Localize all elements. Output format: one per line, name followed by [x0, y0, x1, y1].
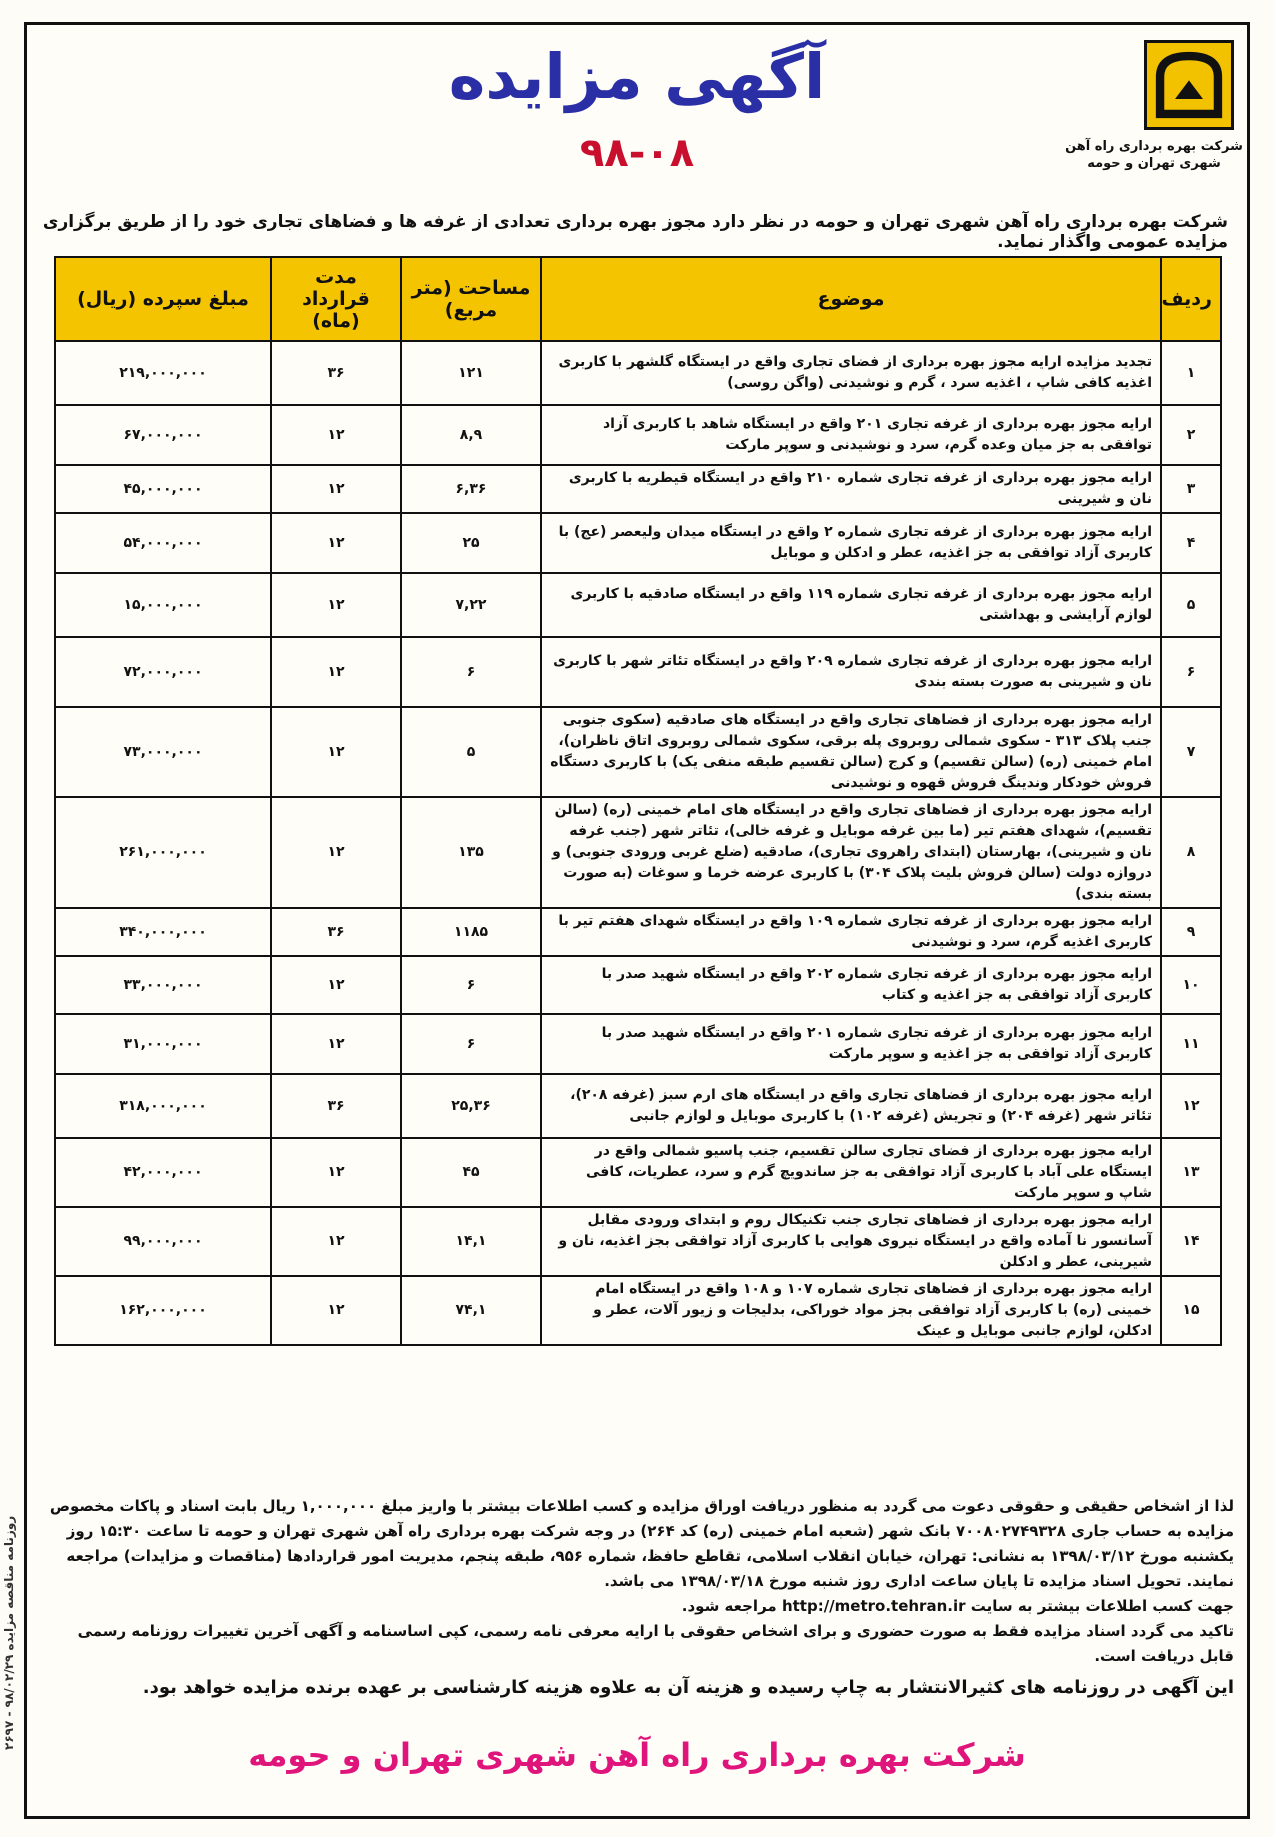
- row-duration: ۱۲: [271, 513, 401, 573]
- row-amount: ۳۱,۰۰۰,۰۰۰: [55, 1014, 271, 1074]
- row-area: ۸,۹: [401, 405, 541, 465]
- row-duration: ۱۲: [271, 637, 401, 707]
- table-row: [55, 956, 1221, 1014]
- table-row: [55, 1207, 1221, 1276]
- row-amount: ۷۲,۰۰۰,۰۰۰: [55, 637, 271, 707]
- newspaper-side-note: روزنامه مناقصه مزایده ۹۸/۰۲/۲۹ - ۲۶۹۷: [2, 1515, 16, 1750]
- row-subject: ارایه مجوز بهره برداری از غرفه تجاری شماره ۲۱۰ واقع در ایستگاه قیطریه با کاربری نان و شیرینی: [541, 465, 1161, 513]
- company-name-small: شرکت بهره برداری راه آهن شهری تهران و حومه: [1065, 139, 1243, 171]
- row-duration: ۱۲: [271, 1276, 401, 1345]
- row-area: ۶,۳۶: [401, 465, 541, 513]
- row-area: ۲۵: [401, 513, 541, 573]
- row-index: ۴: [1161, 513, 1221, 573]
- table-row: [55, 1074, 1221, 1138]
- row-subject: ارایه مجوز بهره برداری از غرفه تجاری شماره ۲۰۲ واقع در ایستگاه شهید صدر با کاربری آزاد توافقی به جز اغذیه و کتاب: [541, 956, 1161, 1014]
- row-subject: ارایه مجوز بهره برداری از غرفه تجاری شماره ۲ واقع در ایستگاه میدان ولیعصر (عج) با کاربری آزاد توافقی به جز اغذیه، عطر و ادکلن و موبایل: [541, 513, 1161, 573]
- row-subject: ارایه مجوز بهره برداری از فضای تجاری سالن تقسیم، جنب پاسیو شمالی واقع در ایستگاه علی آباد با کاربری آزاد توافقی به جز ساندویچ گرم و سرد، عطریات، کافی شاپ و سوپر مارکت: [541, 1138, 1161, 1207]
- row-amount: ۹۹,۰۰۰,۰۰۰: [55, 1207, 271, 1276]
- auction-table: [54, 256, 1222, 1346]
- table-row: [55, 1014, 1221, 1074]
- row-subject: ارایه مجوز بهره برداری از فضاهای تجاری شماره ۱۰۷ و ۱۰۸ واقع در ایستگاه امام خمینی (ره) با کاربری آزاد توافقی بجز مواد خوراکی، بدلیجات و زیور آلات، عطر و ادکلن، لوازم جانبی موبایل و عینک: [541, 1276, 1161, 1345]
- row-amount: ۱۵,۰۰۰,۰۰۰: [55, 573, 271, 637]
- table-row: [55, 908, 1221, 956]
- row-amount: ۴۲,۰۰۰,۰۰۰: [55, 1138, 271, 1207]
- header-subject: موضوع: [541, 257, 1161, 341]
- footer-paragraph-1: لذا از اشخاص حقیقی و حقوقی دعوت می گردد به منظور دریافت اوراق مزایده و کسب اطلاعات بیشتر با واریز مبلغ ۱,۰۰۰,۰۰۰ ریال بابت اسناد و پاکات مخصوص مزایده به حساب جاری ۷۰۰۸۰۲۷۴۹۳۲۸ بانک شهر (شعبه امام خمینی (ره) کد ۲۶۴) در وجه شرکت بهره برداری راه آهن شهری تهران و حومه تا ساعت ۱۵:۳۰ روز یکشنبه مورخ ۱۳۹۸/۰۳/۱۲ به نشانی: تهران، خیابان انقلاب اسلامی، تقاطع حافظ، شماره ۹۵۶، طبقه پنجم، مدیریت امور قراردادها (مناقصات و مزایدات) مراجعه نمایند. تحویل اسناد مزایده تا پایان ساعت اداری روز شنبه مورخ ۱۳۹۸/۰۳/۱۸ می باشد.: [49, 1497, 1234, 1590]
- row-amount: ۳۱۸,۰۰۰,۰۰۰: [55, 1074, 271, 1138]
- table-row: [55, 465, 1221, 513]
- table-row: [55, 1276, 1221, 1345]
- row-subject: ارایه مجوز بهره برداری از فضاهای تجاری جنب تکنیکال روم و ابتدای ورودی مقابل آسانسور نا آماده واقع در ایستگاه نیروی هوایی با کاربری آزاد توافقی بجز اغذیه، نان و شیرینی، عطر و ادکلن: [541, 1207, 1161, 1276]
- row-duration: ۳۶: [271, 341, 401, 405]
- row-index: ۷: [1161, 707, 1221, 797]
- row-amount: ۶۷,۰۰۰,۰۰۰: [55, 405, 271, 465]
- row-duration: ۱۲: [271, 956, 401, 1014]
- row-amount: ۳۳,۰۰۰,۰۰۰: [55, 956, 271, 1014]
- intro-text: شرکت بهره برداری راه آهن شهری تهران و حومه در نظر دارد مجوز بهره برداری تعدادی از غرفه ها و فضاهای تجاری خود را از طریق برگزاری مزایده عمومی واگذار نماید.: [42, 212, 1228, 252]
- table-row: [55, 513, 1221, 573]
- row-area: ۷,۲۲: [401, 573, 541, 637]
- row-subject: ارایه مجوز بهره برداری از غرفه تجاری شماره ۲۰۹ واقع در ایستگاه تئاتر شهر با کاربری نان و شیرینی به صورت بسته بندی: [541, 637, 1161, 707]
- row-duration: ۱۲: [271, 573, 401, 637]
- footer-paragraph-3: تاکید می گردد اسناد مزایده فقط به صورت حضوری و برای اشخاص حقوقی با ارایه معرفی نامه رسمی، کپی اساسنامه و آگهی آخرین تغییرات روزنامه رسمی قابل دریافت است.: [77, 1622, 1234, 1665]
- website-prefix: جهت کسب اطلاعات بیشتر به سایت: [970, 1597, 1234, 1615]
- row-index: ۱: [1161, 341, 1221, 405]
- table-row: [55, 405, 1221, 465]
- row-area: ۲۵,۳۶: [401, 1074, 541, 1138]
- row-duration: ۱۲: [271, 405, 401, 465]
- row-amount: ۱۶۲,۰۰۰,۰۰۰: [55, 1276, 271, 1345]
- row-amount: ۷۳,۰۰۰,۰۰۰: [55, 707, 271, 797]
- row-subject: تجدید مزایده ارایه مجوز بهره برداری از فضای تجاری واقع در ایستگاه گلشهر با کاربری اغذیه کافی شاپ ، اغذیه سرد ، گرم و نوشیدنی (واگن روسی): [541, 341, 1161, 405]
- table-row: [55, 637, 1221, 707]
- row-index: ۲: [1161, 405, 1221, 465]
- row-amount: ۲۶۱,۰۰۰,۰۰۰: [55, 797, 271, 908]
- header-duration: مدت قرارداد (ماه): [271, 257, 401, 341]
- website-link[interactable]: http://metro.tehran.ir: [781, 1597, 966, 1615]
- row-duration: ۱۲: [271, 707, 401, 797]
- row-index: ۱۱: [1161, 1014, 1221, 1074]
- row-amount: ۵۴,۰۰۰,۰۰۰: [55, 513, 271, 573]
- table-row: [55, 341, 1221, 405]
- row-area: ۵: [401, 707, 541, 797]
- row-area: ۴۵: [401, 1138, 541, 1207]
- table-header-row: [55, 257, 1221, 341]
- row-amount: ۳۴۰,۰۰۰,۰۰۰: [55, 908, 271, 956]
- row-area: ۷۴,۱: [401, 1276, 541, 1345]
- row-duration: ۱۲: [271, 797, 401, 908]
- row-area: ۱۳۵: [401, 797, 541, 908]
- row-index: ۸: [1161, 797, 1221, 908]
- header-idx: ردیف: [1161, 257, 1221, 341]
- row-amount: ۴۵,۰۰۰,۰۰۰: [55, 465, 271, 513]
- row-duration: ۳۶: [271, 1074, 401, 1138]
- ad-title: آگهی مزایده: [448, 40, 826, 113]
- footer-paragraph-2: [40, 1594, 1234, 1619]
- table-row: [55, 573, 1221, 637]
- website-suffix: مراجعه شود.: [681, 1597, 777, 1615]
- footer-text: [40, 1494, 1234, 1700]
- company-signature: شرکت بهره برداری راه آهن شهری تهران و حومه: [248, 1736, 1026, 1774]
- row-index: ۵: [1161, 573, 1221, 637]
- row-area: ۶: [401, 956, 541, 1014]
- row-index: ۹: [1161, 908, 1221, 956]
- row-subject: ارایه مجوز بهره برداری از فضاهای تجاری واقع در ایستگاه های امام خمینی (ره) (سالن تقسیم)، شهدای هفتم تیر (ما بین غرفه موبایل و غرفه خالی)، تئاتر شهر (جنب غرفه نان و شیرینی)، بهارستان (ابتدای راهروی تجاری)، صادقیه (ضلع غربی ورودی جنوبی) و دروازه دولت (سالن فروش بلیت پلاک ۳۰۴) با کاربری عرضه خرما و سوغات (به صورت بسته بندی): [541, 797, 1161, 908]
- row-index: ۱۴: [1161, 1207, 1221, 1276]
- row-duration: ۱۲: [271, 1014, 401, 1074]
- table-row: [55, 707, 1221, 797]
- row-index: ۱۳: [1161, 1138, 1221, 1207]
- row-subject: ارایه مجوز بهره برداری از غرفه تجاری ۲۰۱ واقع در ایستگاه شاهد با کاربری آزاد توافقی به جز میان وعده گرم، سرد و نوشیدنی و سوپر مارکت: [541, 405, 1161, 465]
- row-duration: ۱۲: [271, 465, 401, 513]
- header-amount: مبلغ سپرده (ریال): [55, 257, 271, 341]
- table-row: [55, 1138, 1221, 1207]
- row-subject: ارایه مجوز بهره برداری از فضاهای تجاری واقع در ایستگاه های ارم سبز (غرفه ۲۰۸)، تئاتر شهر (غرفه ۲۰۴) و تجریش (غرفه ۱۰۲) با کاربری موبایل و لوازم جانبی: [541, 1074, 1161, 1138]
- row-subject: ارایه مجوز بهره برداری از غرفه تجاری شماره ۲۰۱ واقع در ایستگاه شهید صدر با کاربری آزاد توافقی به جز اغذیه و سوپر مارکت: [541, 1014, 1161, 1074]
- row-area: ۱۴,۱: [401, 1207, 541, 1276]
- row-index: ۱۵: [1161, 1276, 1221, 1345]
- row-index: ۱۰: [1161, 956, 1221, 1014]
- row-area: ۶: [401, 637, 541, 707]
- header-area: مساحت (متر مربع): [401, 257, 541, 341]
- row-index: ۳: [1161, 465, 1221, 513]
- auction-number: ۹۸-۰۸: [579, 130, 695, 176]
- footer-paragraph-4: این آگهی در روزنامه های کثیرالانتشار به چاپ رسیده و هزینه آن به علاوه هزینه کارشناسی بر عهده برنده مزایده خواهد بود.: [142, 1677, 1234, 1698]
- row-subject: ارایه مجوز بهره برداری از غرفه تجاری شماره ۱۱۹ واقع در ایستگاه صادقیه با کاربری لوازم آرایشی و بهداشتی: [541, 573, 1161, 637]
- table-row: [55, 797, 1221, 908]
- row-area: ۱۱۸۵: [401, 908, 541, 956]
- row-subject: ارایه مجوز بهره برداری از غرفه تجاری شماره ۱۰۹ واقع در ایستگاه شهدای هفتم تیر با کاربری اغذیه گرم، سرد و نوشیدنی: [541, 908, 1161, 956]
- row-area: ۱۲۱: [401, 341, 541, 405]
- row-duration: ۳۶: [271, 908, 401, 956]
- row-subject: ارایه مجوز بهره برداری از فضاهای تجاری واقع در ایستگاه های صادقیه (سکوی جنوبی جنب پلاک ۳۱۳ - سکوی شمالی روبروی پله برقی، سکوی شمالی روبروی اتاق ناظران)، امام خمینی (ره) (سالن تقسیم) و کرج (سالن تقسیم طبقه منفی یک) با کاربری دستگاه فروش خودکار وندینگ فروش قهوه و نوشیدنی: [541, 707, 1161, 797]
- row-duration: ۱۲: [271, 1207, 401, 1276]
- row-amount: ۲۱۹,۰۰۰,۰۰۰: [55, 341, 271, 405]
- row-index: ۱۲: [1161, 1074, 1221, 1138]
- row-duration: ۱۲: [271, 1138, 401, 1207]
- row-index: ۶: [1161, 637, 1221, 707]
- row-area: ۶: [401, 1014, 541, 1074]
